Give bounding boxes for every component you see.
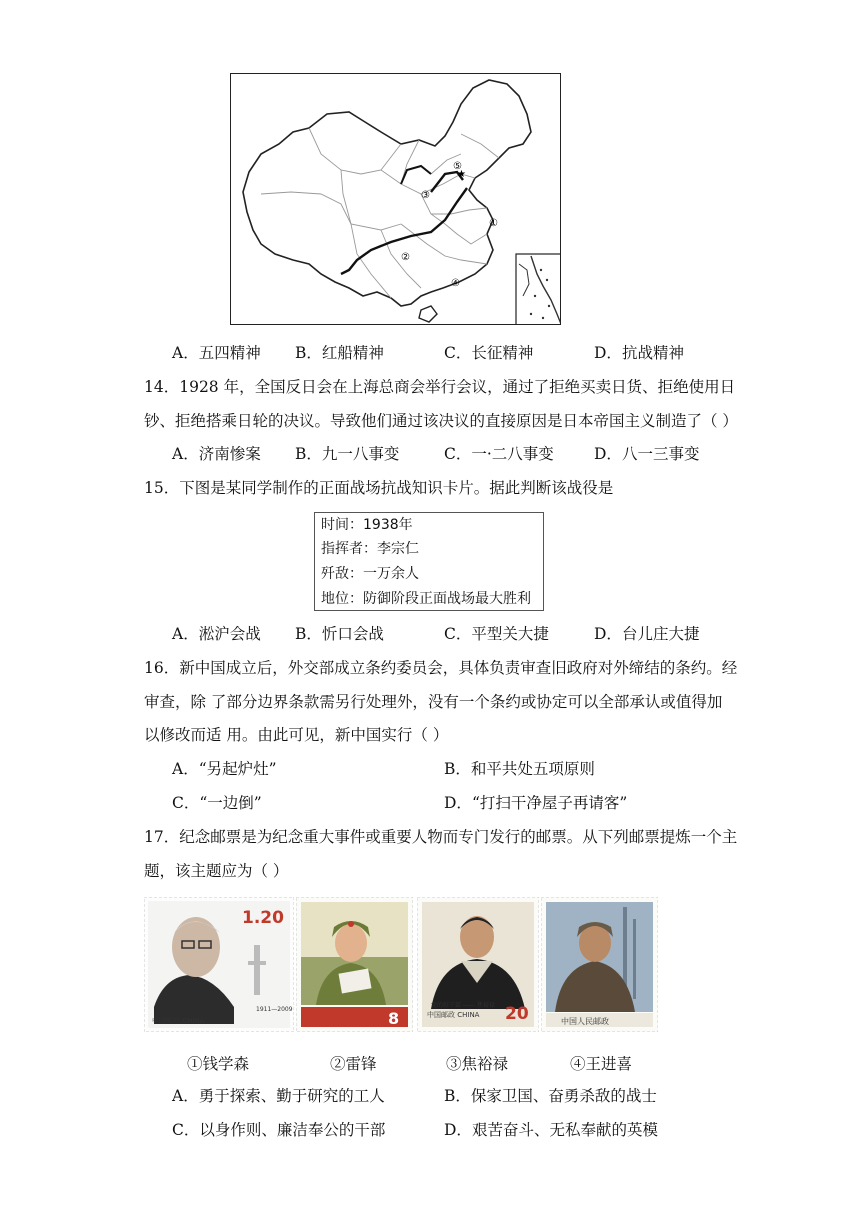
stamp-4-country: 中国人民邮政 <box>561 1017 609 1026</box>
q16-option-c[interactable] <box>172 793 262 813</box>
card-label: 指挥者： <box>321 541 377 557</box>
star-icon: ★ <box>457 169 466 180</box>
option-letter: B． <box>444 1087 471 1105</box>
stamp-1-face-value: 1.20 <box>242 908 284 928</box>
q15-option-a[interactable] <box>172 624 261 644</box>
option-letter: D． <box>594 344 622 362</box>
option-text: “打扫干净屋子再请客” <box>471 794 628 812</box>
q17-option-a[interactable] <box>172 1086 385 1106</box>
card-row-commander <box>321 540 419 558</box>
option-letter: A． <box>172 1087 199 1105</box>
card-label: 歼敌： <box>321 566 363 582</box>
option-letter: D． <box>594 625 622 643</box>
stamp-1-svg <box>144 897 294 1032</box>
stamp-caption-3: ③焦裕禄 <box>446 1055 509 1073</box>
option-text: 五四精神 <box>198 344 261 362</box>
card-value: 1938年 <box>363 517 413 533</box>
q14-option-a[interactable] <box>172 444 261 464</box>
stamp-caption-2: ②雷锋 <box>330 1055 377 1073</box>
option-letter: C． <box>444 344 472 362</box>
marker-5: ⑤ <box>453 161 462 172</box>
q15-option-c[interactable] <box>444 624 549 644</box>
option-text: 一·二八事变 <box>471 445 554 463</box>
option-text: 淞沪会战 <box>198 625 261 643</box>
option-letter: C． <box>172 1121 200 1139</box>
option-letter: A． <box>172 445 199 463</box>
option-text: “另起炉灶” <box>198 760 277 778</box>
q17-option-b[interactable] <box>444 1086 657 1106</box>
option-text: 台儿庄大捷 <box>621 625 700 643</box>
card-value: 一万余人 <box>363 566 419 582</box>
q15-stem-line-1: 15．下图是某同学制作的正面战场抗战知识卡片。据此判断该战役是 <box>144 479 614 497</box>
stamp-jiao-yulu <box>417 897 539 1032</box>
q16-stem-line-3: 以修改而适 用。由此可见，新中国实行（ ） <box>144 726 449 744</box>
stamp-3-face-value: 20 <box>505 1004 529 1024</box>
option-letter: C． <box>172 794 200 812</box>
option-letter: B． <box>295 625 322 643</box>
option-letter: D． <box>444 1121 472 1139</box>
option-text: 八一三事变 <box>621 445 700 463</box>
option-text: 勇于探索、勤于研究的工人 <box>198 1087 385 1105</box>
card-row-status <box>321 590 531 608</box>
card-row-enemy <box>321 565 419 583</box>
marker-3: ③ <box>421 190 430 201</box>
hainan-island <box>419 306 437 322</box>
stamp-3-svg <box>417 897 539 1032</box>
stamp-lei-feng <box>296 897 413 1032</box>
q14-stem-line-1: 14．1928 年，全国反日会在上海总商会举行会议，通过了拒绝买卖日货、拒绝使用日 <box>144 378 736 396</box>
q16-option-d[interactable] <box>444 793 627 813</box>
knowledge-card <box>314 512 544 611</box>
q13-option-b[interactable] <box>295 343 384 363</box>
q16-option-b[interactable] <box>444 759 595 779</box>
q14-stem-line-2: 钞、拒绝搭乘日轮的决议。导致他们通过该决议的直接原因是日本帝国主义制造了（ ） <box>144 412 738 430</box>
option-text: 忻口会战 <box>321 625 384 643</box>
option-letter: A． <box>172 760 199 778</box>
card-label: 时间： <box>321 517 363 533</box>
q13-option-c[interactable] <box>444 343 533 363</box>
q13-option-d[interactable] <box>594 343 684 363</box>
option-letter: C． <box>444 625 472 643</box>
stamp-caption-1: ①钱学森 <box>187 1055 250 1073</box>
q15-option-b[interactable] <box>295 624 384 644</box>
q15-option-d[interactable] <box>594 624 699 644</box>
option-text: 抗战精神 <box>621 344 684 362</box>
province-borders <box>261 128 499 298</box>
option-text: 长征精神 <box>471 344 534 362</box>
option-letter: A． <box>172 625 199 643</box>
stamp-1-years: 1911—2009 <box>256 1006 293 1013</box>
card-value: 防御阶段正面战场最大胜利 <box>363 591 531 607</box>
q17-option-d[interactable] <box>444 1120 658 1140</box>
option-text: 平型关大捷 <box>471 625 549 643</box>
option-letter: D． <box>594 445 622 463</box>
q16-option-a[interactable] <box>172 759 277 779</box>
stamp-3-subtitle: 党的好干部 —— 焦裕禄 <box>431 1002 495 1009</box>
q14-option-b[interactable] <box>295 444 399 464</box>
stamp-2-svg <box>296 897 413 1032</box>
south-china-sea-inset <box>516 254 561 325</box>
q17-stem-line-2: 题，该主题应为（ ） <box>144 862 289 880</box>
option-text: 济南惨案 <box>198 445 261 463</box>
country-outline <box>243 80 531 306</box>
option-text: “一边倒” <box>199 794 262 812</box>
marker-2: ② <box>401 252 410 263</box>
option-letter: B． <box>295 445 322 463</box>
q17-stem-line-1: 17．纪念邮票是为纪念重大事件或重要人物而专门发行的邮票。从下列邮票提炼一个主 <box>144 828 738 846</box>
marker-1: ① <box>489 218 498 229</box>
stamp-wang-jinxi <box>541 897 658 1032</box>
china-map-figure <box>230 73 561 325</box>
card-value: 李宗仁 <box>377 541 419 557</box>
marker-4: ④ <box>451 278 460 289</box>
card-label: 地位： <box>321 591 363 607</box>
stamp-qian-xuesen <box>144 897 294 1032</box>
q17-option-c[interactable] <box>172 1120 385 1140</box>
q14-option-c[interactable] <box>444 444 554 464</box>
card-row-time <box>321 516 413 534</box>
option-letter: A． <box>172 344 199 362</box>
q16-stem-line-2: 审查，除 了部分边界条款需另行处理外，没有一个条约或协定可以全部承认或值得加 <box>144 693 723 711</box>
stamp-4-svg <box>541 897 658 1032</box>
q14-option-d[interactable] <box>594 444 699 464</box>
stamp-caption-4: ④王进喜 <box>570 1055 633 1073</box>
china-map-svg <box>231 74 561 325</box>
stamp-2-face-value: 8 <box>388 1009 400 1028</box>
stamp-3-country: 中国邮政 CHINA <box>427 1011 480 1019</box>
stamp-1-country: 中国邮政 CHINA <box>152 1017 205 1025</box>
option-letter: D． <box>444 794 472 812</box>
option-letter: B． <box>295 344 322 362</box>
option-letter: B． <box>444 760 471 778</box>
option-text: 以身作则、廉洁奉公的干部 <box>199 1121 386 1139</box>
q16-stem-line-1: 16．新中国成立后，外交部成立条约委员会，具体负责审查旧政府对外缔结的条约。经 <box>144 659 738 677</box>
option-text: 保家卫国、奋勇杀敌的战士 <box>470 1087 657 1105</box>
option-text: 艰苦奋斗、无私奉献的英模 <box>471 1121 658 1139</box>
option-text: 红船精神 <box>321 344 384 362</box>
q13-option-a[interactable] <box>172 343 261 363</box>
option-text: 九一八事变 <box>321 445 400 463</box>
option-letter: C． <box>444 445 472 463</box>
option-text: 和平共处五项原则 <box>470 760 595 778</box>
